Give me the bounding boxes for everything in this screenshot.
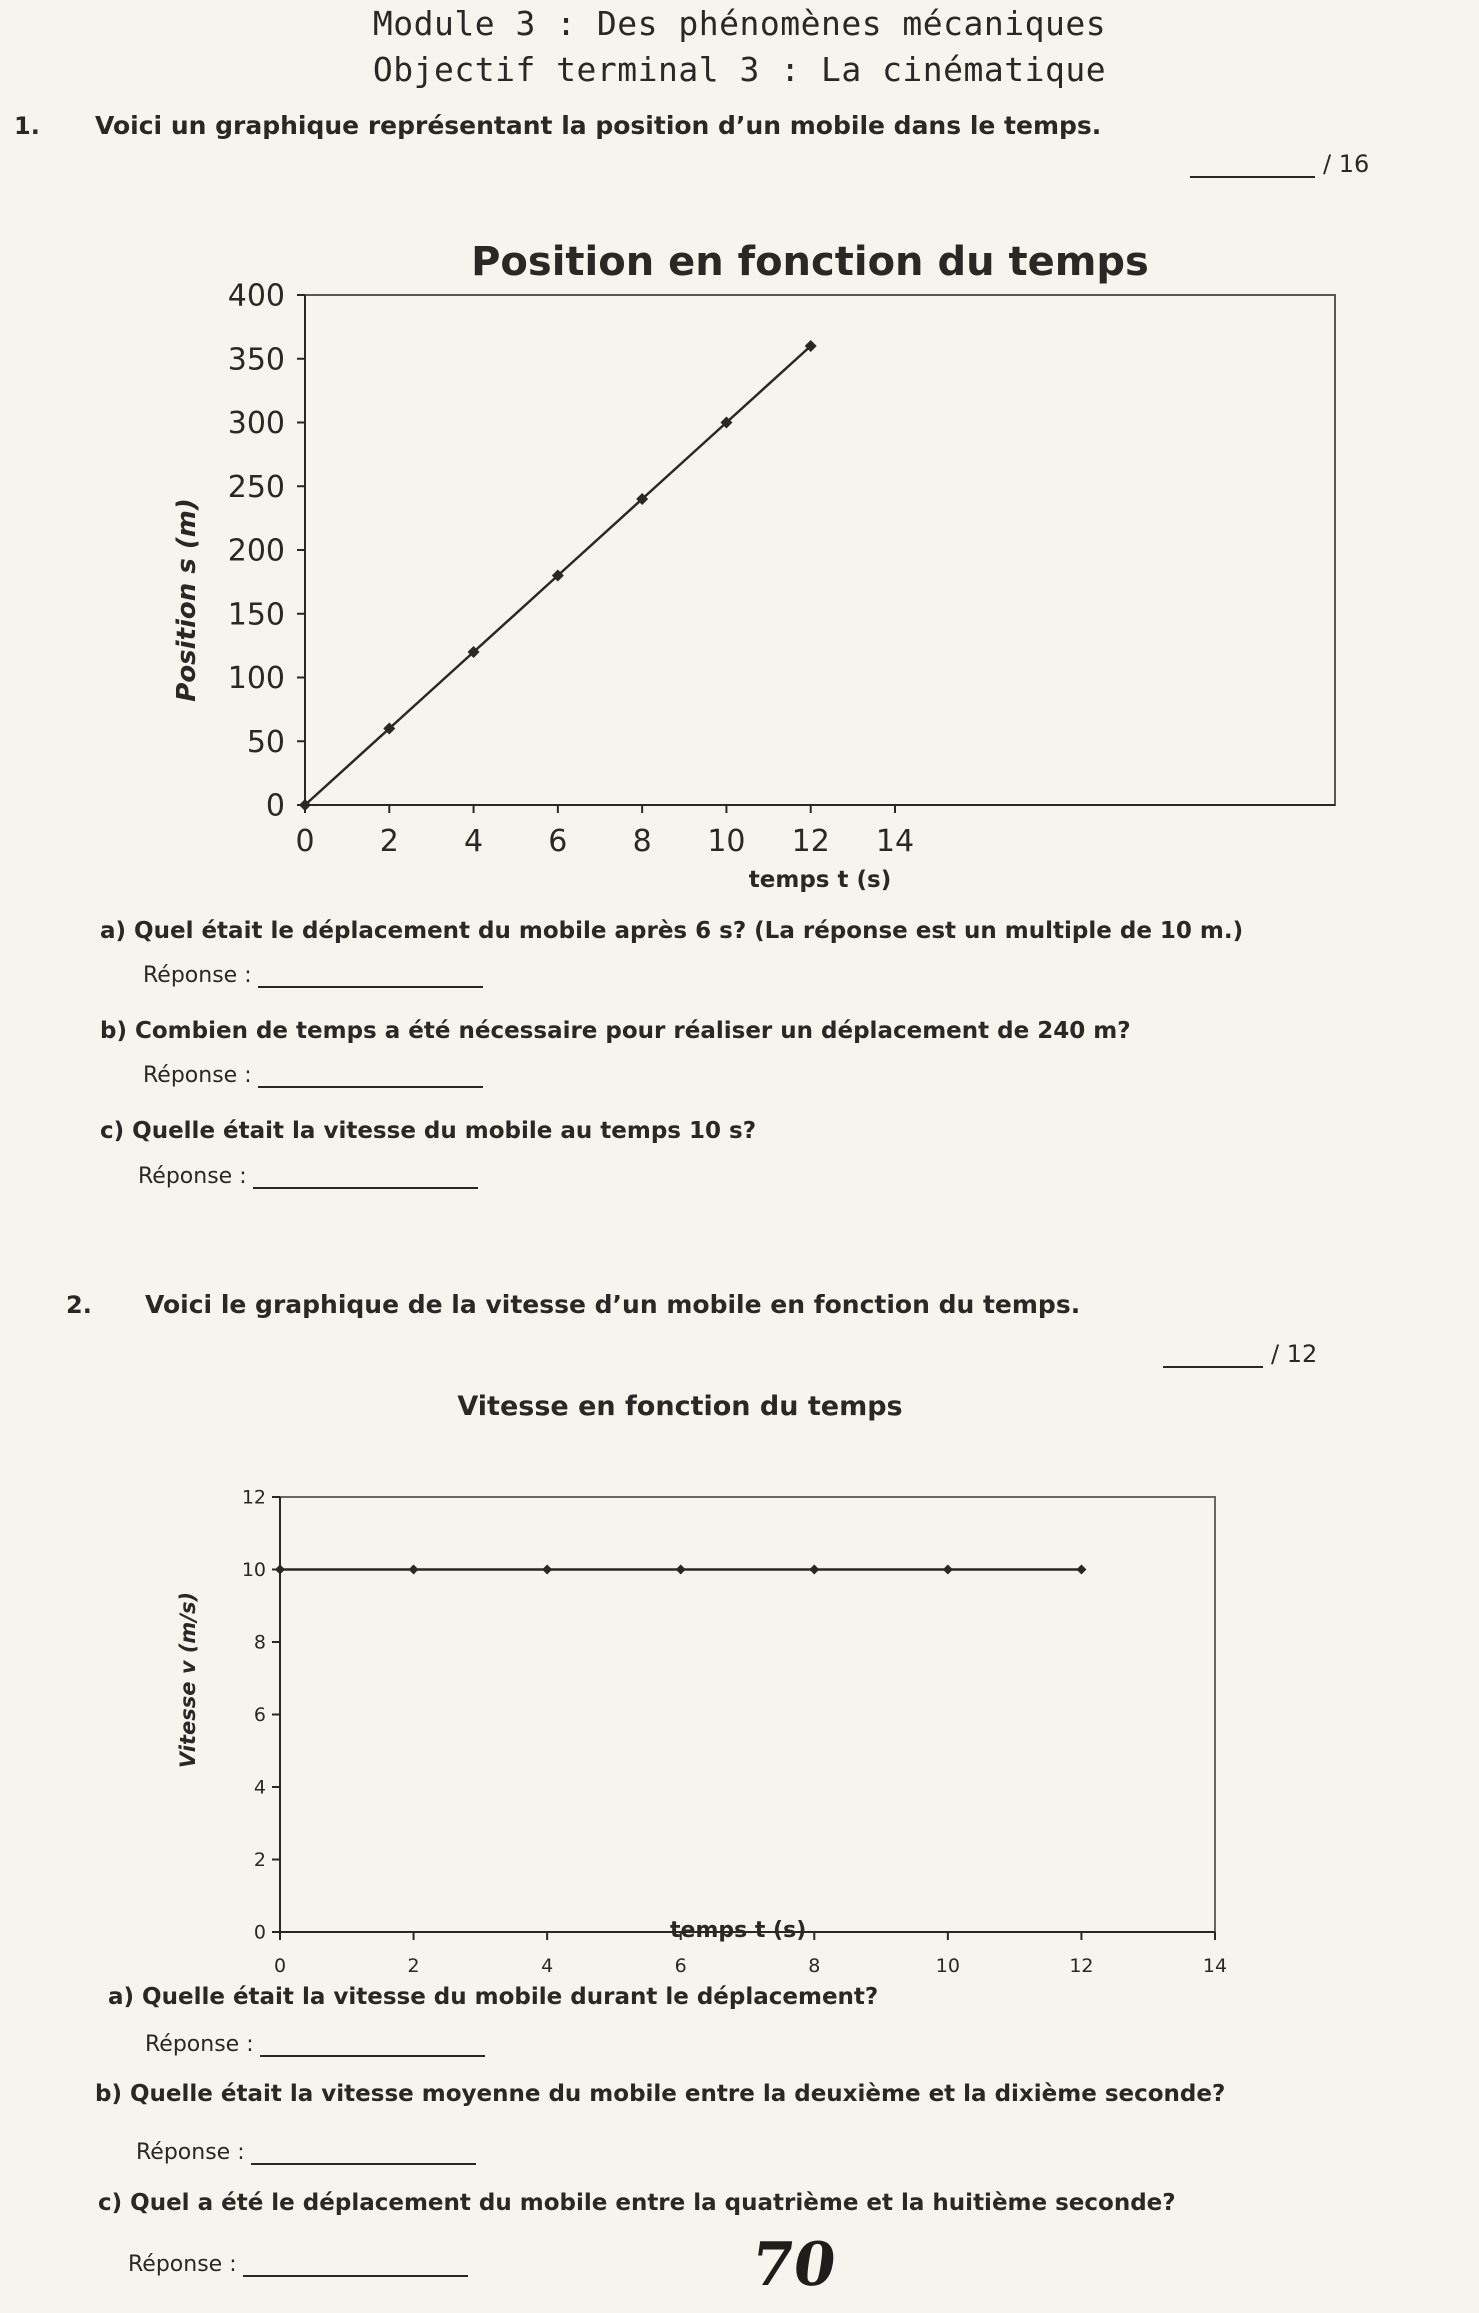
x-tick-label: 2 xyxy=(379,824,399,859)
y-tick-label: 200 xyxy=(227,533,285,569)
x-tick-label: 4 xyxy=(464,824,484,859)
y-tick-label: 12 xyxy=(241,1486,266,1509)
x-tick-label: 0 xyxy=(273,1955,287,1977)
question-1a: a) Quel était le déplacement du mobile après 6 s? (La réponse est un multiple de 10 m.) xyxy=(100,918,1244,944)
y-tick-label: 6 xyxy=(253,1704,266,1727)
answer-2c xyxy=(128,2252,468,2277)
answer-blank[interactable] xyxy=(258,964,483,988)
y-tick-label: 300 xyxy=(227,406,285,441)
plot-area xyxy=(280,1497,1215,1932)
chart-axes xyxy=(228,279,1335,860)
velocity-chart xyxy=(150,1385,1300,1977)
answer-label: Réponse : xyxy=(143,963,252,988)
plot-area xyxy=(305,295,1335,805)
x-tick-label: 6 xyxy=(674,1955,687,1977)
chart-marks xyxy=(299,340,817,811)
y-tick-label: 150 xyxy=(227,597,285,633)
answer-1c xyxy=(138,1164,478,1189)
x-tick-label: 8 xyxy=(808,1955,821,1977)
answer-blank[interactable] xyxy=(258,1064,483,1088)
answer-label: Réponse : xyxy=(138,1164,247,1189)
data-point xyxy=(409,1565,419,1575)
question-2-text: Voici le graphique de la vitesse d’un mobile en fonction du temps. xyxy=(145,1290,1081,1319)
chart-title: Vitesse en fonction du temps xyxy=(457,1391,903,1422)
x-tick-label: 2 xyxy=(407,1955,420,1977)
score-total: / 12 xyxy=(1271,1340,1318,1368)
question-2a: a) Quelle était la vitesse du mobile durant le déplacement? xyxy=(108,1984,879,2010)
answer-2b xyxy=(136,2140,476,2165)
x-tick-label: 4 xyxy=(541,1955,554,1977)
x-tick-label: 8 xyxy=(632,824,652,859)
x-tick-label: 14 xyxy=(1202,1955,1228,1977)
y-tick-label: 50 xyxy=(246,724,285,760)
answer-label: Réponse : xyxy=(128,2252,237,2277)
answer-2a xyxy=(145,2032,485,2057)
answer-1b xyxy=(143,1063,483,1088)
chart-marks xyxy=(275,1565,1086,1575)
question-1-text: Voici un graphique représentant la position d’un mobile dans le temps. xyxy=(95,111,1102,140)
y-tick-label: 250 xyxy=(227,469,285,505)
x-tick-label: 6 xyxy=(548,824,568,859)
question-2b: b) Quelle était la vitesse moyenne du mobile entre la deuxième et la dixième seconde? xyxy=(95,2081,1226,2107)
score-total: / 16 xyxy=(1323,150,1370,178)
chart-title: Position en fonction du temps xyxy=(471,239,1149,285)
y-axis-label: Position s (m) xyxy=(172,498,202,702)
x-tick-label: 0 xyxy=(295,824,315,859)
y-tick-label: 0 xyxy=(265,788,285,824)
chart-axes xyxy=(242,1487,1227,1977)
answer-label: Réponse : xyxy=(136,2140,245,2165)
data-point xyxy=(809,1565,819,1575)
position-chart xyxy=(120,215,1360,915)
x-tick-label: 12 xyxy=(1069,1955,1094,1977)
question-2-number: 2. xyxy=(66,1291,92,1319)
question-1-number: 1. xyxy=(14,112,40,140)
module-title: Module 3 : Des phénomènes mécaniques xyxy=(372,4,1107,43)
x-tick-label: 10 xyxy=(935,1955,960,1977)
y-tick-label: 2 xyxy=(253,1849,266,1872)
y-tick-label: 10 xyxy=(241,1559,266,1582)
y-tick-label: 4 xyxy=(253,1776,266,1799)
question-1c: c) Quelle était la vitesse du mobile au temps 10 s? xyxy=(100,1118,757,1144)
answer-blank[interactable] xyxy=(251,2141,476,2165)
x-axis-label: temps t (s) xyxy=(748,867,892,893)
answer-label: Réponse : xyxy=(143,1063,252,1088)
x-tick-label: 10 xyxy=(707,824,746,859)
answer-label: Réponse : xyxy=(145,2032,254,2057)
score-blank[interactable] xyxy=(1163,1346,1263,1368)
data-point xyxy=(943,1565,953,1575)
data-point xyxy=(1076,1565,1086,1575)
handwritten-answer: 70 xyxy=(747,2230,841,2300)
y-tick-label: 350 xyxy=(227,342,285,378)
x-tick-label: 12 xyxy=(791,824,830,859)
y-axis-label: Vitesse v (m/s) xyxy=(176,1591,200,1769)
y-tick-label: 100 xyxy=(227,661,285,696)
x-tick-label: 14 xyxy=(875,824,915,859)
velocity-x-axis-label: temps t (s) xyxy=(670,1918,807,1943)
answer-1a xyxy=(143,963,483,988)
answer-blank[interactable] xyxy=(260,2033,485,2057)
question-1b: b) Combien de temps a été nécessaire pour réaliser un déplacement de 240 m? xyxy=(100,1018,1131,1044)
data-point xyxy=(542,1565,552,1575)
y-tick-label: 0 xyxy=(253,1921,266,1944)
objective-title: Objectif terminal 3 : La cinématique xyxy=(372,50,1107,89)
score-blank[interactable] xyxy=(1190,156,1315,178)
question-2-score xyxy=(1163,1340,1317,1368)
data-point xyxy=(275,1565,285,1575)
y-tick-label: 400 xyxy=(227,278,285,314)
answer-blank[interactable] xyxy=(253,1165,478,1189)
answer-blank[interactable] xyxy=(243,2253,468,2277)
question-1-score xyxy=(1190,150,1369,178)
y-tick-label: 8 xyxy=(253,1631,266,1654)
question-2c: c) Quel a été le déplacement du mobile entre la quatrième et la huitième seconde? xyxy=(98,2190,1176,2216)
data-point xyxy=(676,1565,686,1575)
